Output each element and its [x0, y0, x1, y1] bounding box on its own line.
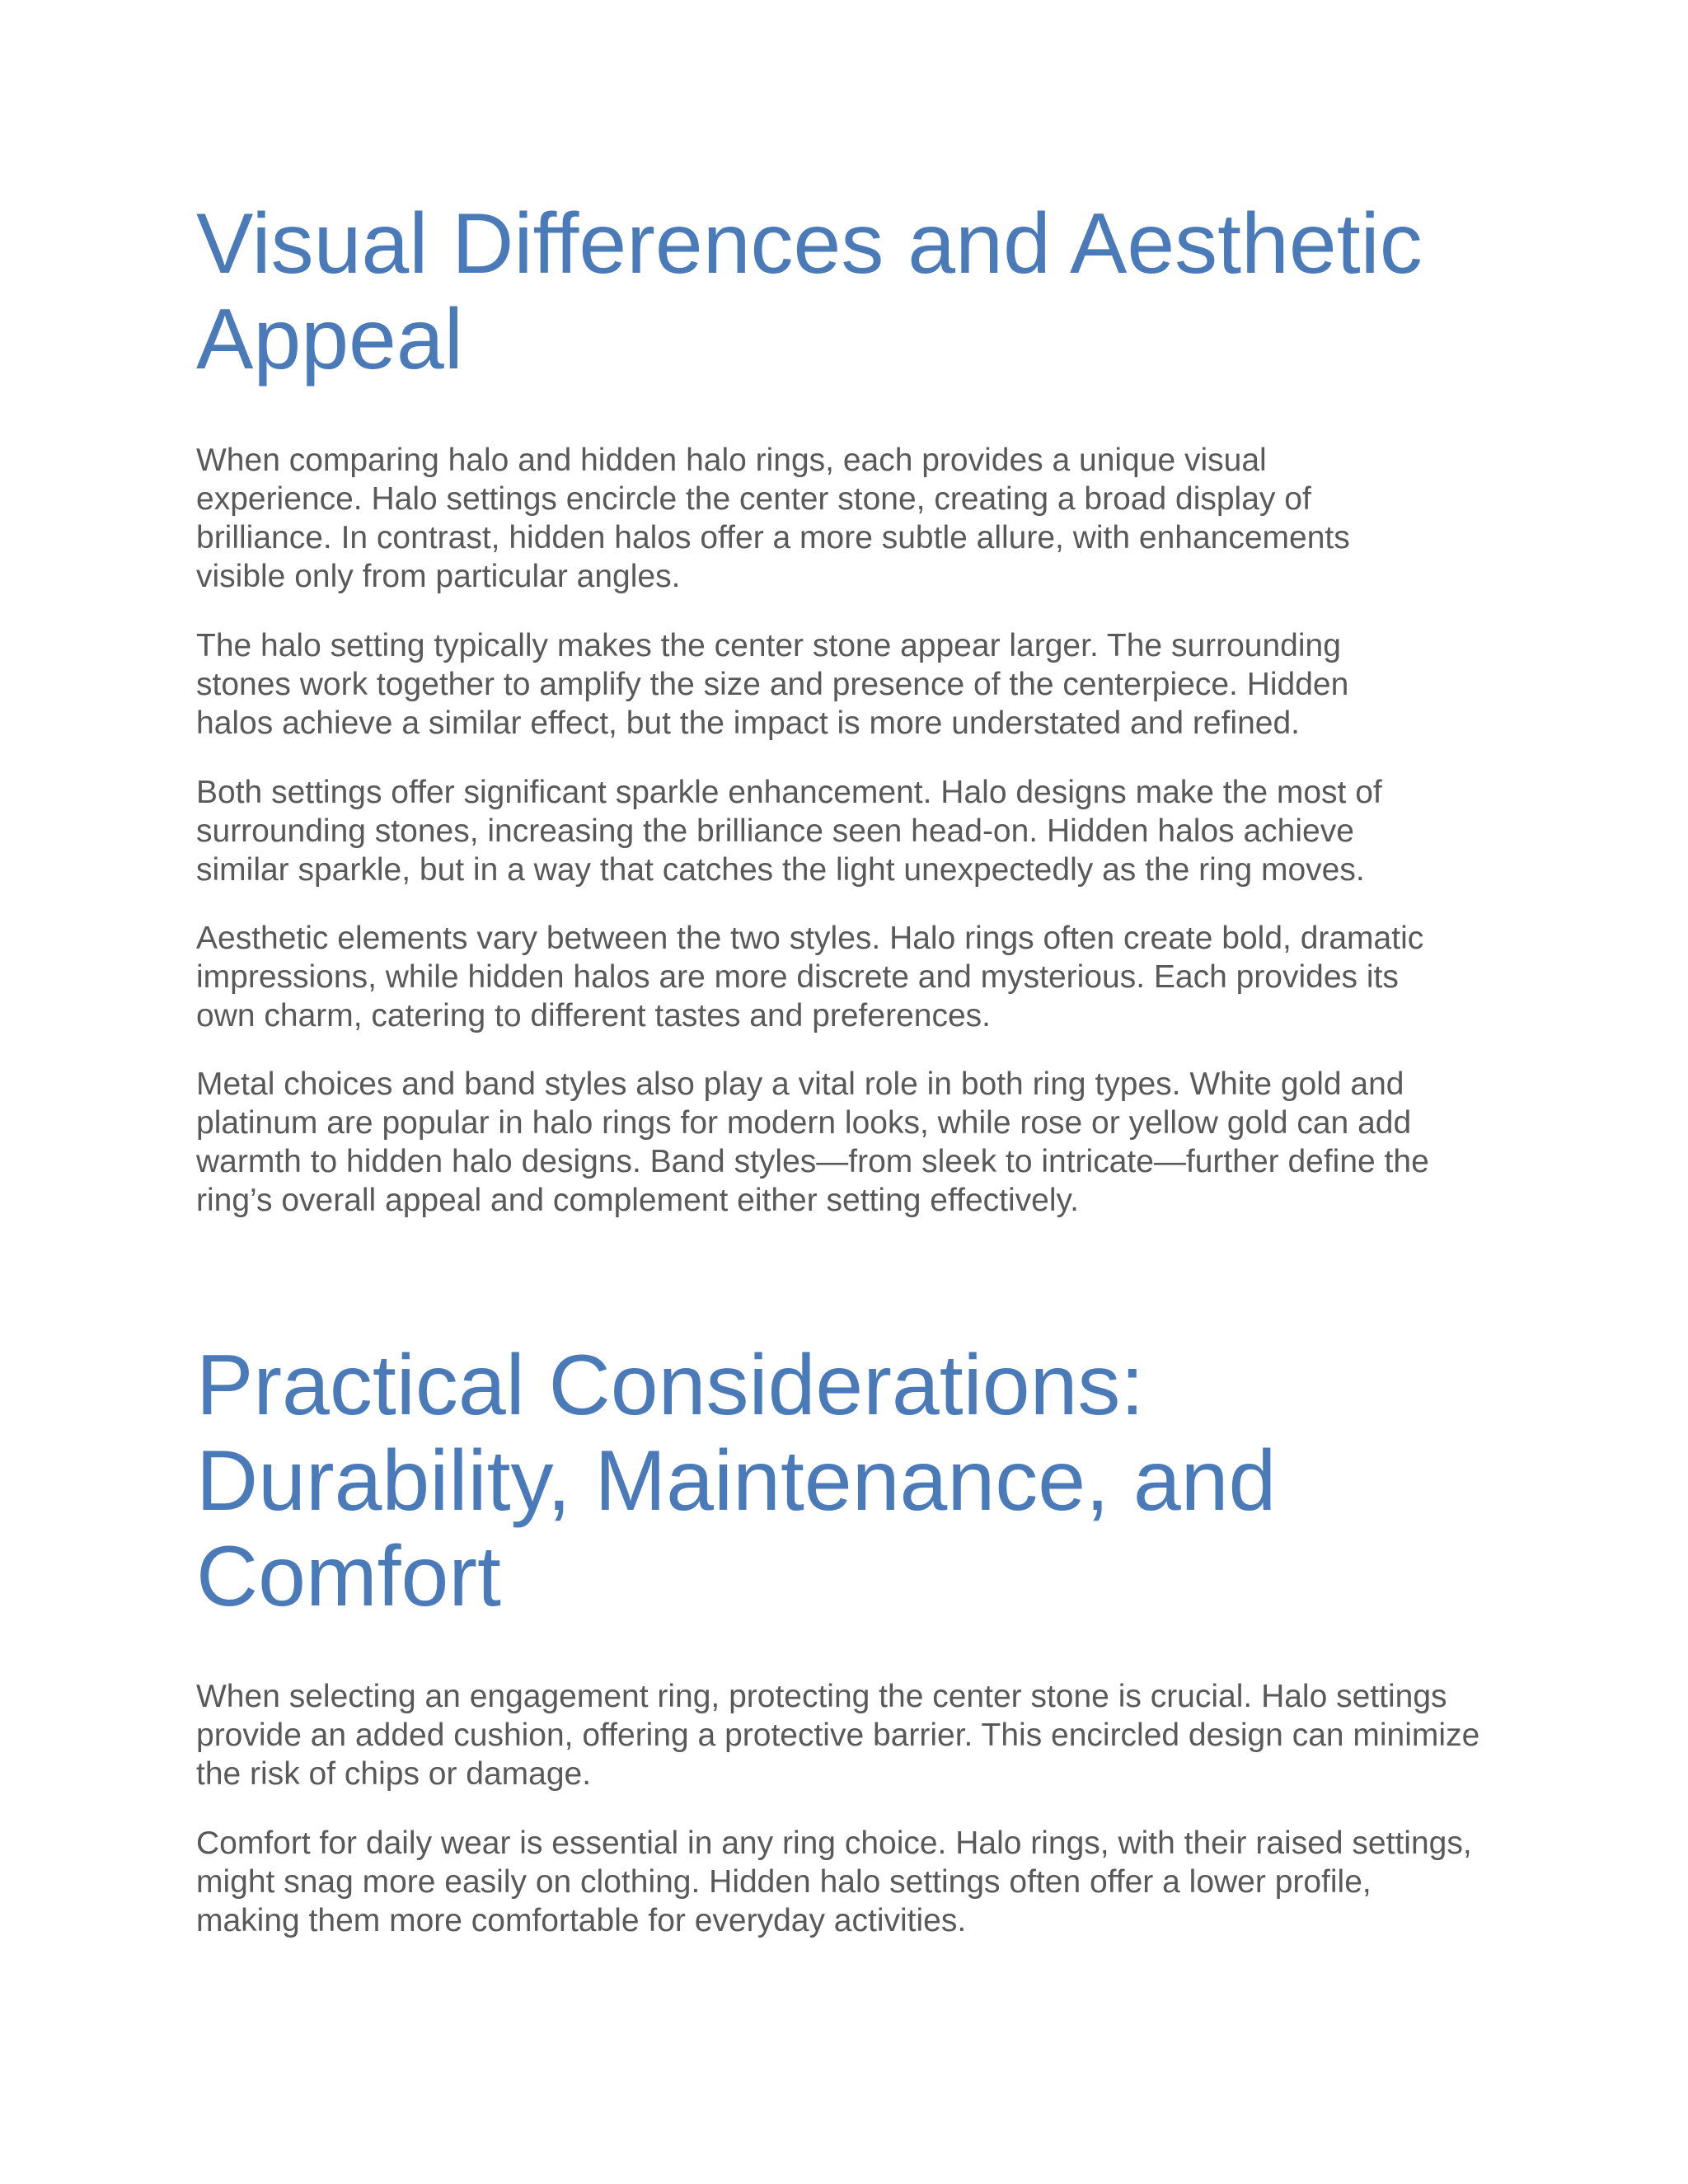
paragraph-center-stone-size: The halo setting typically makes the center stone appear larger. The surrounding stones work together to amplify the size and presence of the centerpiece. Hidden halos achieve a similar effect, but the impact is more understated and refined. — [196, 628, 1349, 741]
paragraph-visual-experience: When comparing halo and hidden halo rings, each provides a unique visual experience. Halo settings encircle the center stone, creating a broad display of brilliance. In contrast, hidden halos offer a more subtle allure, with enhancements visible only from particular angles. — [196, 443, 1350, 594]
paragraph-aesthetic-elements: Aesthetic elements vary between the two styles. Halo rings often create bold, dramatic impressions, while hidden halos are more discrete and mysterious. Each provides its own charm, catering to different tastes and preferences. — [196, 921, 1424, 1033]
paragraph-sparkle-enhancement: Both settings offer significant sparkle enhancement. Halo designs make the most of surrounding stones, increasing the brilliance seen head-on. Hidden halos achieve similar sparkle, but in a way that catches the light unexpectedly as the ring moves. — [196, 775, 1382, 888]
paragraph-protecting-stone: When selecting an engagement ring, protecting the center stone is crucial. Halo settings provide an added cushion, offering a protective barrier. This encircled design can minimize the risk of chips or damage. — [196, 1679, 1480, 1792]
paragraph-metal-and-band: Metal choices and band styles also play a vital role in both ring types. White gold and platinum are popular in halo rings for modern looks, while rose or yellow gold can add warmth to hidden halo designs. Band styles—from sleek to intricate—further define the ring’s overall appeal and complement either setting effectively. — [196, 1066, 1429, 1218]
section-heading-visual-differences: Visual Differences and Aesthetic Appeal — [196, 196, 1423, 387]
section-heading-practical-considerations: Practical Considerations: Durability, Maintenance, and Comfort — [196, 1338, 1277, 1624]
paragraph-daily-comfort: Comfort for daily wear is essential in any ring choice. Halo rings, with their raised settings, might snag more easily on clothing. Hidden halo settings often offer a lower profile, making them more comfortable for everyday activities. — [196, 1825, 1472, 1938]
